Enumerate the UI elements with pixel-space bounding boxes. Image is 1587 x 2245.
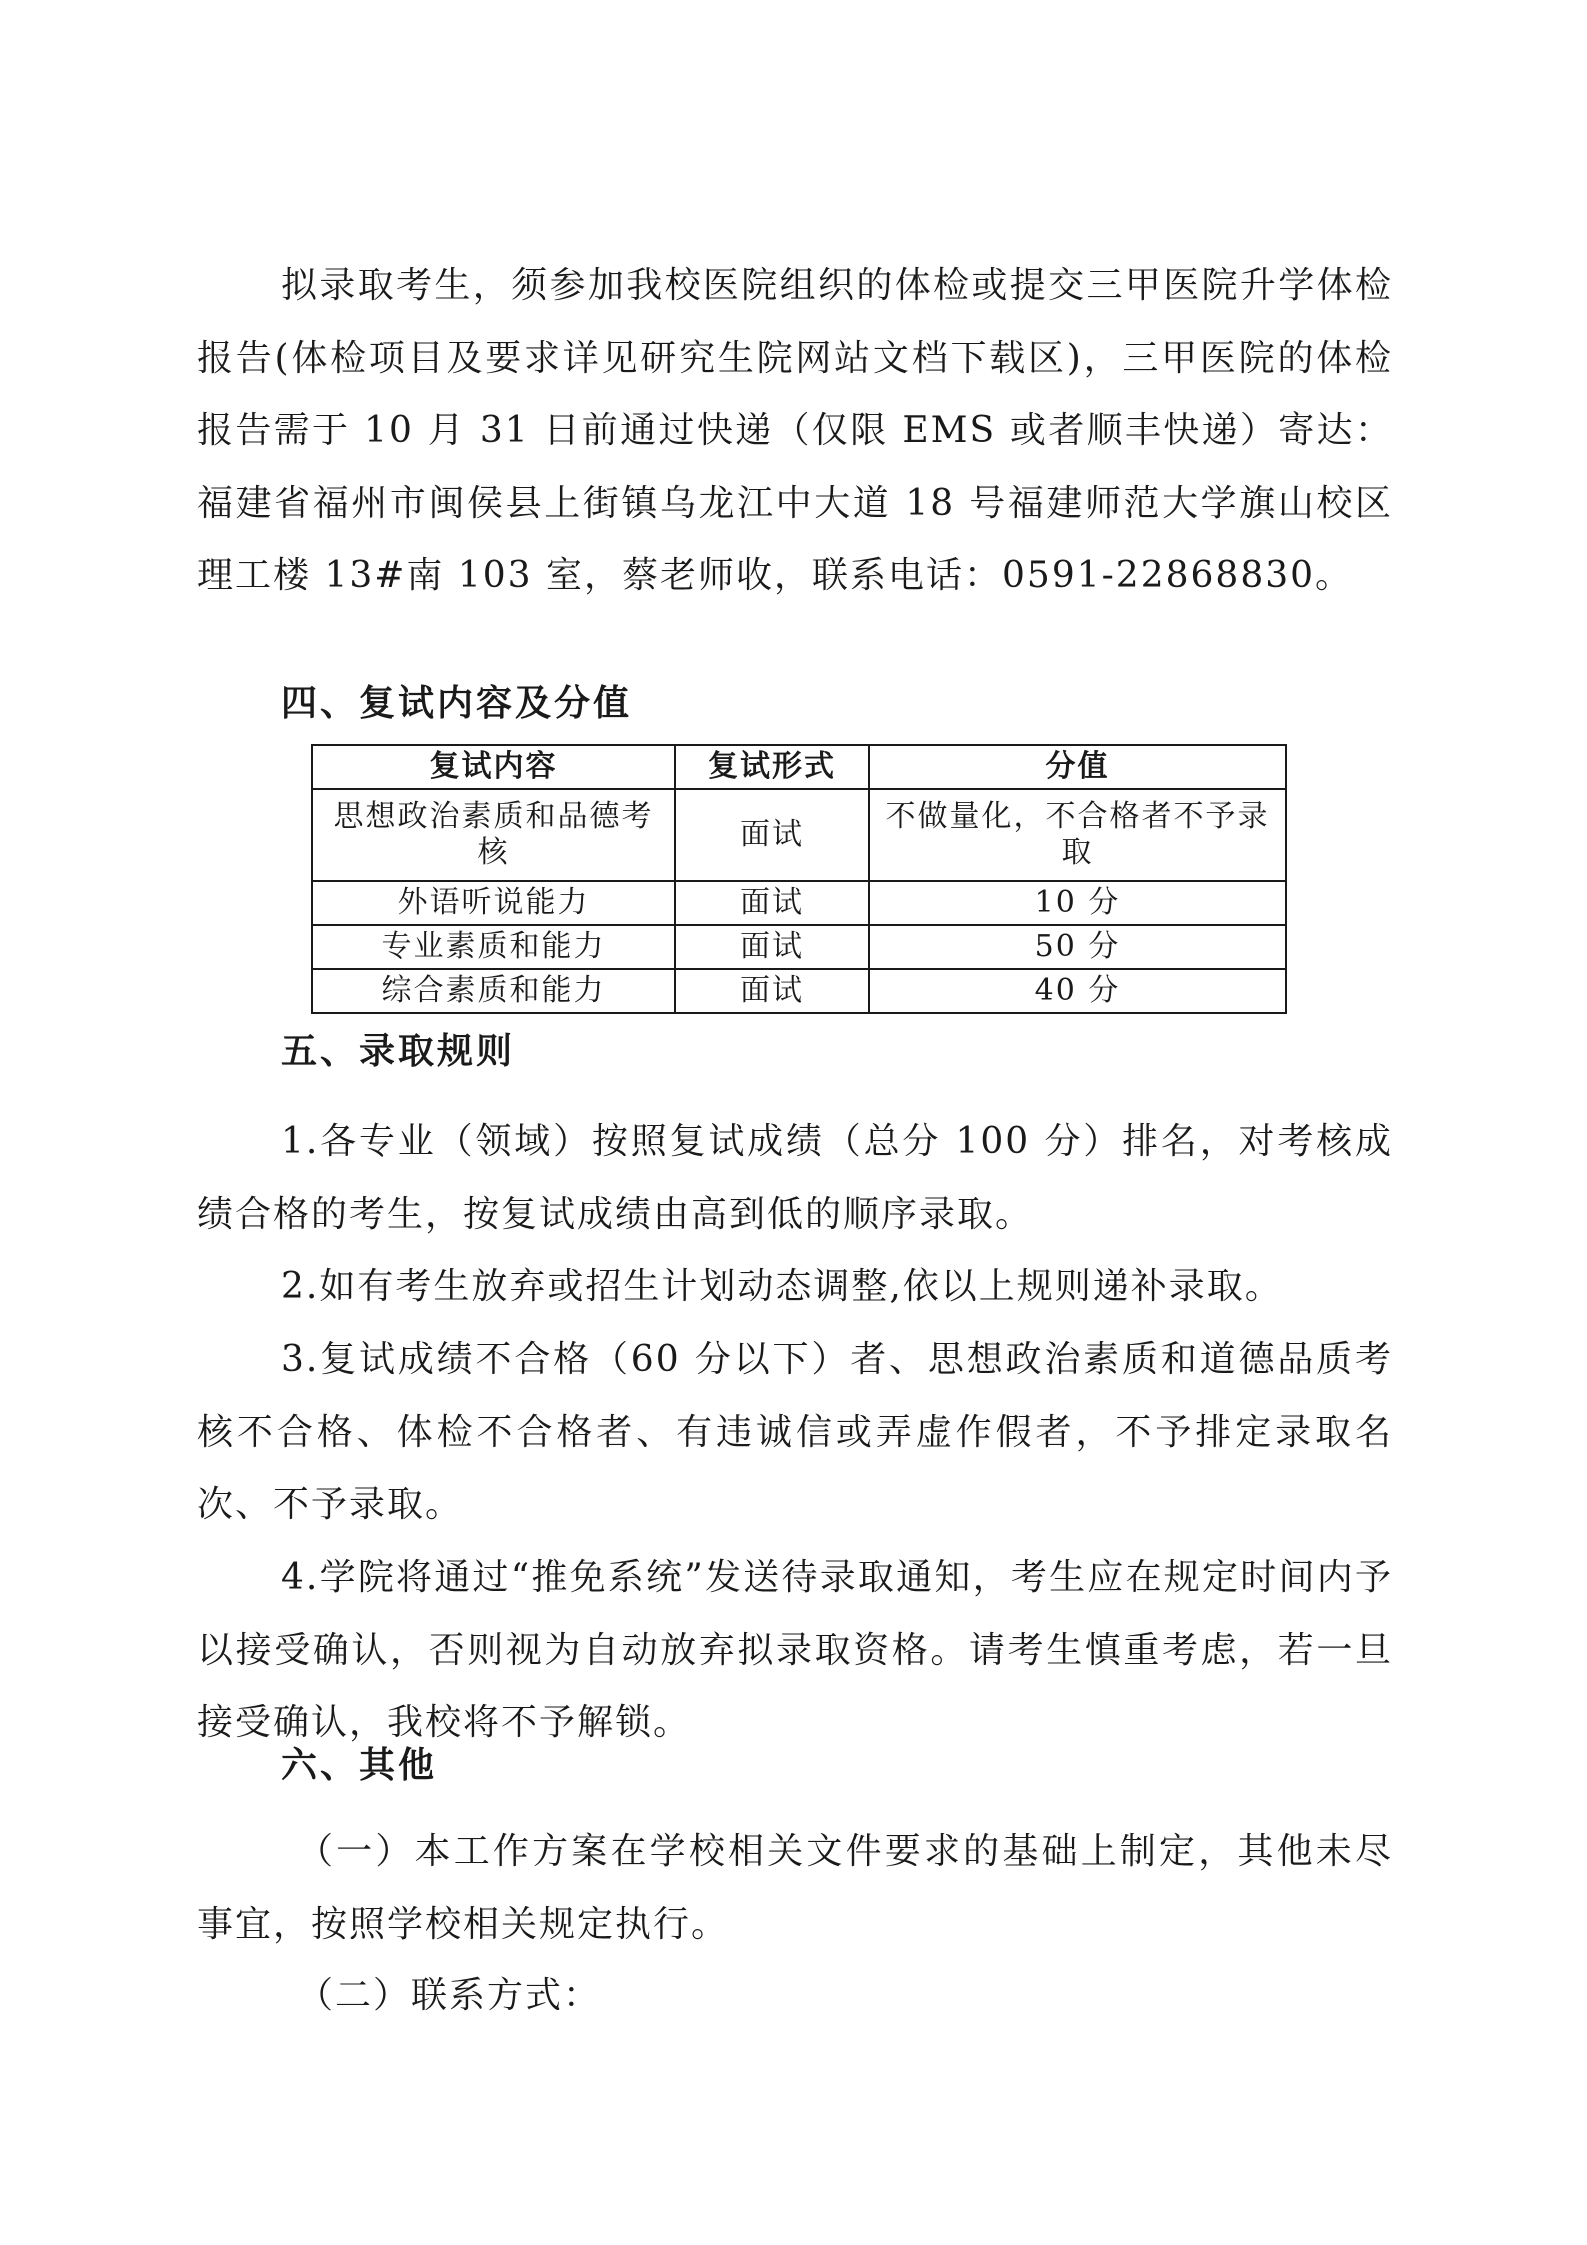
table-header-cell: 复试形式 [675,745,869,789]
table-cell: 专业素质和能力 [312,925,675,969]
table-cell: 40 分 [869,969,1286,1013]
other-item-1: （一）本工作方案在学校相关文件要求的基础上制定，其他未尽事宜，按照学校相关规定执行。 [197,1831,1393,1945]
rule-item-4: 4.学院将通过“推免系统”发送待录取通知，考生应在规定时间内予以接受确认，否则视为自动放弃拟录取资格。请考生慎重考虑，若一旦接受确认，我校将不予解锁。 [197,1557,1393,1743]
section-heading-retest-content: 四、复试内容及分值 [281,683,633,724]
table-cell: 不做量化，不合格者不予录取 [869,789,1286,881]
table-cell: 思想政治素质和品德考核 [312,789,675,881]
table-cell: 50 分 [869,925,1286,969]
table-cell: 外语听说能力 [312,881,675,925]
table-header-cell: 复试内容 [312,745,675,789]
rule-item-2: 2.如有考生放弃或招生计划动态调整,依以上规则递补录取。 [281,1266,1283,1307]
table-cell: 10 分 [869,881,1286,925]
table-row [312,969,1286,1013]
retest-score-table [311,744,1287,1014]
table-cell: 面试 [675,881,869,925]
section-heading-other: 六、其他 [281,1745,438,1786]
table-cell: 面试 [675,789,869,881]
table-header-row [312,745,1286,789]
table-row [312,881,1286,925]
table-cell: 面试 [675,969,869,1013]
rule-item-3: 3.复试成绩不合格（60 分以下）者、思想政治素质和道德品质考核不合格、体检不合格者、有违诚信或弄虚作假者，不予排定录取名次、不予录取。 [197,1339,1393,1525]
table-cell: 综合素质和能力 [312,969,675,1013]
table-row [312,789,1286,881]
table-row [312,925,1286,969]
rule-item-1: 1.各专业（领域）按照复试成绩（总分 100 分）排名，对考核成绩合格的考生，按复试成绩由高到低的顺序录取。 [197,1121,1393,1235]
paragraph-medical-exam: 拟录取考生，须参加我校医院组织的体检或提交三甲医院升学体检报告(体检项目及要求详见研究生院网站文档下载区)，三甲医院的体检报告需于 10 月 31 日前通过快递（仅限 EMS 或者顺丰快递）寄达：福建省福州市闽侯县上街镇乌龙江中大道 18 号福建师范大学旗山校区理工楼 13#南 103 室，蔡老师收，联系电话：0591-22868830。 [197,265,1393,596]
table-header-cell: 分值 [869,745,1286,789]
section-heading-admission-rules: 五、录取规则 [281,1031,516,1072]
table-cell: 面试 [675,925,869,969]
other-item-2: （二）联系方式： [297,1975,602,2016]
